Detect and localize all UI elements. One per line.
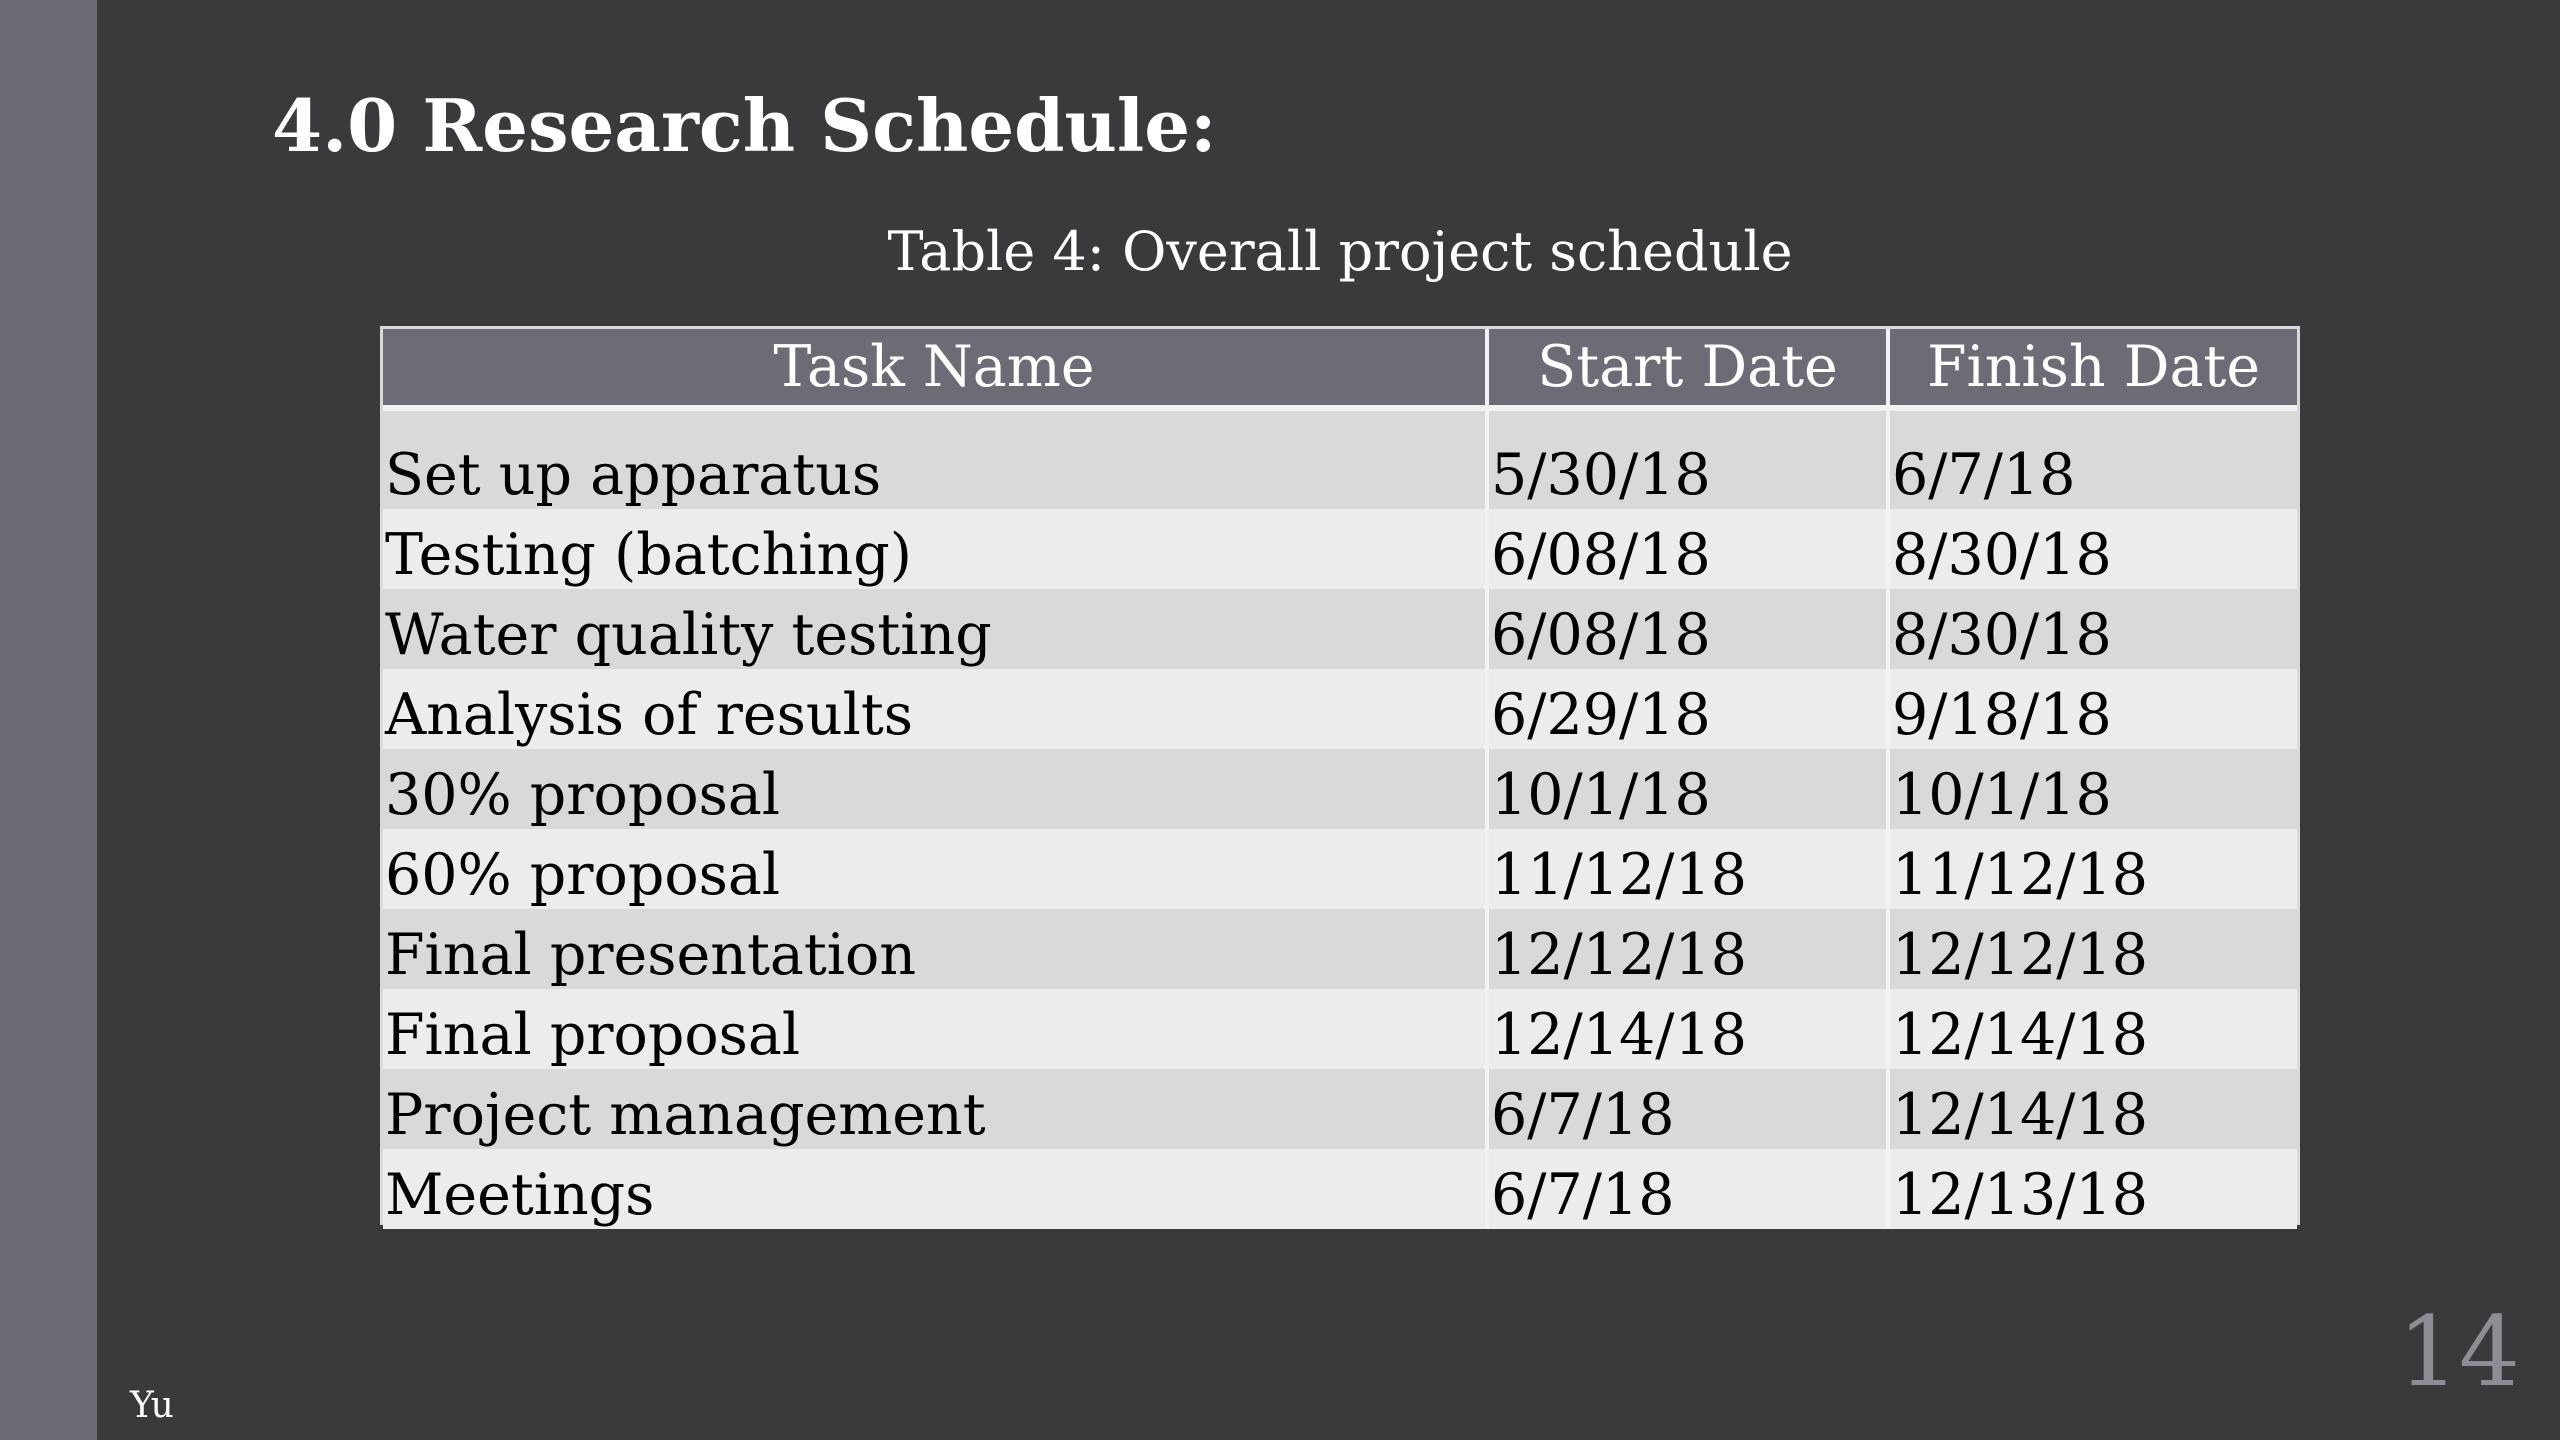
side-accent-band (0, 0, 97, 1440)
schedule-table-container (380, 326, 2300, 1229)
task-name-cell: Water quality testing (383, 589, 1487, 669)
start-date-cell: 10/1/18 (1487, 749, 1888, 829)
task-name-cell: Final presentation (383, 909, 1487, 989)
finish-date-cell: 12/13/18 (1888, 1149, 2297, 1229)
task-name-cell: 30% proposal (383, 749, 1487, 829)
table-row (383, 989, 2297, 1069)
start-date-cell: 6/7/18 (1487, 1069, 1888, 1149)
header-task-name: Task Name (383, 329, 1487, 408)
table-row (383, 909, 2297, 989)
finish-date-cell: 11/12/18 (1888, 829, 2297, 909)
table-caption: Table 4: Overall project schedule (887, 220, 1793, 283)
table-header-row (383, 329, 2297, 408)
start-date-cell: 6/08/18 (1487, 589, 1888, 669)
start-date-cell: 12/12/18 (1487, 909, 1888, 989)
finish-date-cell: 12/14/18 (1888, 1069, 2297, 1149)
header-finish-date: Finish Date (1888, 329, 2297, 408)
task-name-cell: Testing (batching) (383, 509, 1487, 589)
finish-date-cell: 8/30/18 (1888, 509, 2297, 589)
finish-date-cell: 12/12/18 (1888, 909, 2297, 989)
task-name-cell: Analysis of results (383, 669, 1487, 749)
table-row (383, 669, 2297, 749)
table-row (383, 1069, 2297, 1149)
schedule-table (383, 329, 2297, 1229)
table-row (383, 408, 2297, 509)
table-row (383, 589, 2297, 669)
start-date-cell: 6/29/18 (1487, 669, 1888, 749)
task-name-cell: Project management (383, 1069, 1487, 1149)
start-date-cell: 6/7/18 (1487, 1149, 1888, 1229)
table-row (383, 829, 2297, 909)
start-date-cell: 5/30/18 (1487, 408, 1888, 509)
header-start-date: Start Date (1487, 329, 1888, 408)
table-row (383, 749, 2297, 829)
table-row (383, 509, 2297, 589)
task-name-cell: 60% proposal (383, 829, 1487, 909)
start-date-cell: 11/12/18 (1487, 829, 1888, 909)
finish-date-cell: 8/30/18 (1888, 589, 2297, 669)
finish-date-cell: 10/1/18 (1888, 749, 2297, 829)
task-name-cell: Meetings (383, 1149, 1487, 1229)
task-name-cell: Set up apparatus (383, 408, 1487, 509)
task-name-cell: Final proposal (383, 989, 1487, 1069)
finish-date-cell: 6/7/18 (1888, 408, 2297, 509)
finish-date-cell: 12/14/18 (1888, 989, 2297, 1069)
slide-page-number: 14 (2397, 1296, 2520, 1408)
table-row (383, 1149, 2297, 1229)
slide-title: 4.0 Research Schedule: (272, 83, 1217, 168)
start-date-cell: 12/14/18 (1487, 989, 1888, 1069)
start-date-cell: 6/08/18 (1487, 509, 1888, 589)
presenter-name: Yu (130, 1385, 174, 1426)
finish-date-cell: 9/18/18 (1888, 669, 2297, 749)
